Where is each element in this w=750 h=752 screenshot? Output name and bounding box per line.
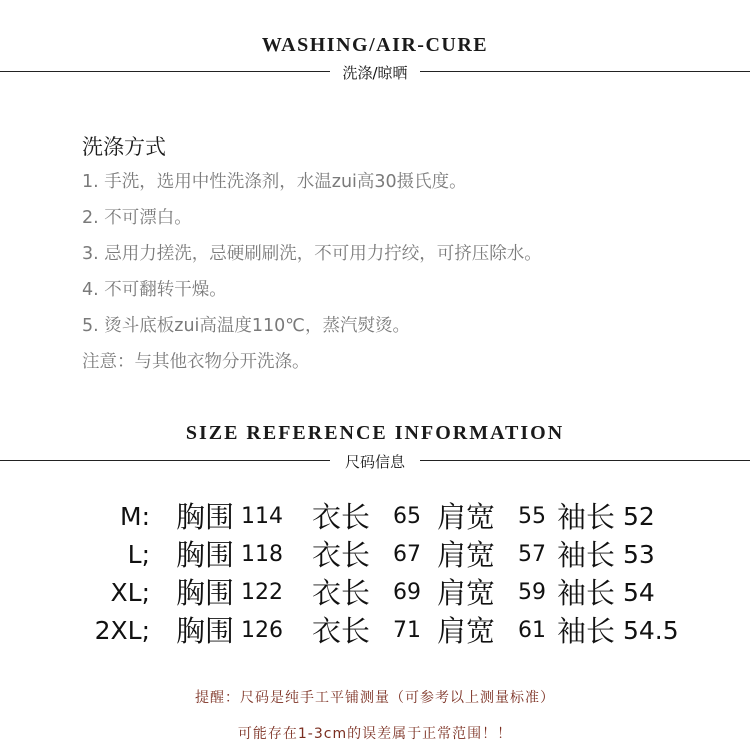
length-value: 69 — [393, 580, 421, 605]
length-value: 71 — [393, 618, 421, 643]
sleeve-label: 袖长 — [557, 576, 616, 610]
washing-section-header — [0, 30, 750, 90]
shoulder-label: 肩宽 — [437, 576, 496, 610]
washing-title-en: WASHING/AIR-CURE — [261, 34, 489, 56]
chest-label: 胸围 — [176, 576, 235, 610]
sleeve-value: 52 — [623, 502, 655, 531]
chest-label: 胸围 — [176, 538, 235, 572]
size-label: XL; — [110, 578, 150, 607]
length-label: 衣长 — [312, 538, 371, 572]
measurement-tolerance-note: 可能存在1-3cm的误差属于正常范围！！ — [237, 726, 513, 742]
size-label: M: — [120, 502, 150, 531]
shoulder-value: 55 — [518, 504, 546, 529]
washing-instruction-line: 3. 忌用力搓洗，忌硬刷刷洗，不可用力拧绞，可挤压除水。 — [82, 244, 542, 264]
chest-value: 122 — [241, 580, 283, 605]
washing-title-cn: 洗涤/晾晒 — [342, 64, 408, 82]
sleeve-label: 袖长 — [557, 500, 616, 534]
header-divider-left — [0, 460, 330, 461]
shoulder-label: 肩宽 — [437, 500, 496, 534]
chest-label: 胸围 — [176, 500, 235, 534]
shoulder-label: 肩宽 — [437, 538, 496, 572]
washing-instruction-line: 5. 烫斗底板zui高温度110℃，蒸汽熨烫。 — [82, 316, 410, 336]
sleeve-value: 54.5 — [623, 616, 679, 645]
size-title-cn: 尺码信息 — [344, 453, 405, 471]
length-label: 衣长 — [312, 576, 371, 610]
chest-value: 126 — [241, 618, 283, 643]
washing-instruction-line: 4. 不可翻转干燥。 — [82, 280, 227, 300]
sleeve-value: 54 — [623, 578, 655, 607]
header-divider-right — [420, 460, 750, 461]
size-label: L; — [127, 540, 150, 569]
shoulder-label: 肩宽 — [437, 614, 496, 648]
washing-instruction-line: 1. 手洗，选用中性洗涤剂，水温zui高30摄氏度。 — [82, 172, 467, 192]
sleeve-label: 袖长 — [557, 538, 616, 572]
measurement-reminder: 提醒：尺码是纯手工平铺测量（可参考以上测量标准） — [195, 690, 555, 706]
size-title-en: SIZE REFERENCE INFORMATION — [185, 422, 565, 444]
shoulder-value: 57 — [518, 542, 546, 567]
size-row-xl — [0, 574, 750, 612]
size-table — [0, 498, 750, 650]
length-label: 衣长 — [312, 614, 371, 648]
size-row-m — [0, 498, 750, 536]
size-section-header — [0, 418, 750, 478]
washing-method-heading: 洗涤方式 — [82, 135, 166, 159]
length-label: 衣长 — [312, 500, 371, 534]
shoulder-value: 59 — [518, 580, 546, 605]
washing-instruction-line: 2. 不可漂白。 — [82, 208, 192, 228]
chest-label: 胸围 — [176, 614, 235, 648]
washing-caution-line: 注意：与其他衣物分开洗涤。 — [82, 352, 310, 372]
length-value: 67 — [393, 542, 421, 567]
header-divider-left — [0, 71, 330, 72]
size-row-2xl — [0, 612, 750, 650]
chest-value: 118 — [241, 542, 283, 567]
shoulder-value: 61 — [518, 618, 546, 643]
chest-value: 114 — [241, 504, 283, 529]
length-value: 65 — [393, 504, 421, 529]
washing-instructions — [82, 130, 722, 380]
sleeve-value: 53 — [623, 540, 655, 569]
sleeve-label: 袖长 — [557, 614, 616, 648]
size-row-l — [0, 536, 750, 574]
measurement-notes — [0, 680, 750, 752]
header-divider-right — [420, 71, 750, 72]
size-label: 2XL; — [94, 616, 150, 645]
